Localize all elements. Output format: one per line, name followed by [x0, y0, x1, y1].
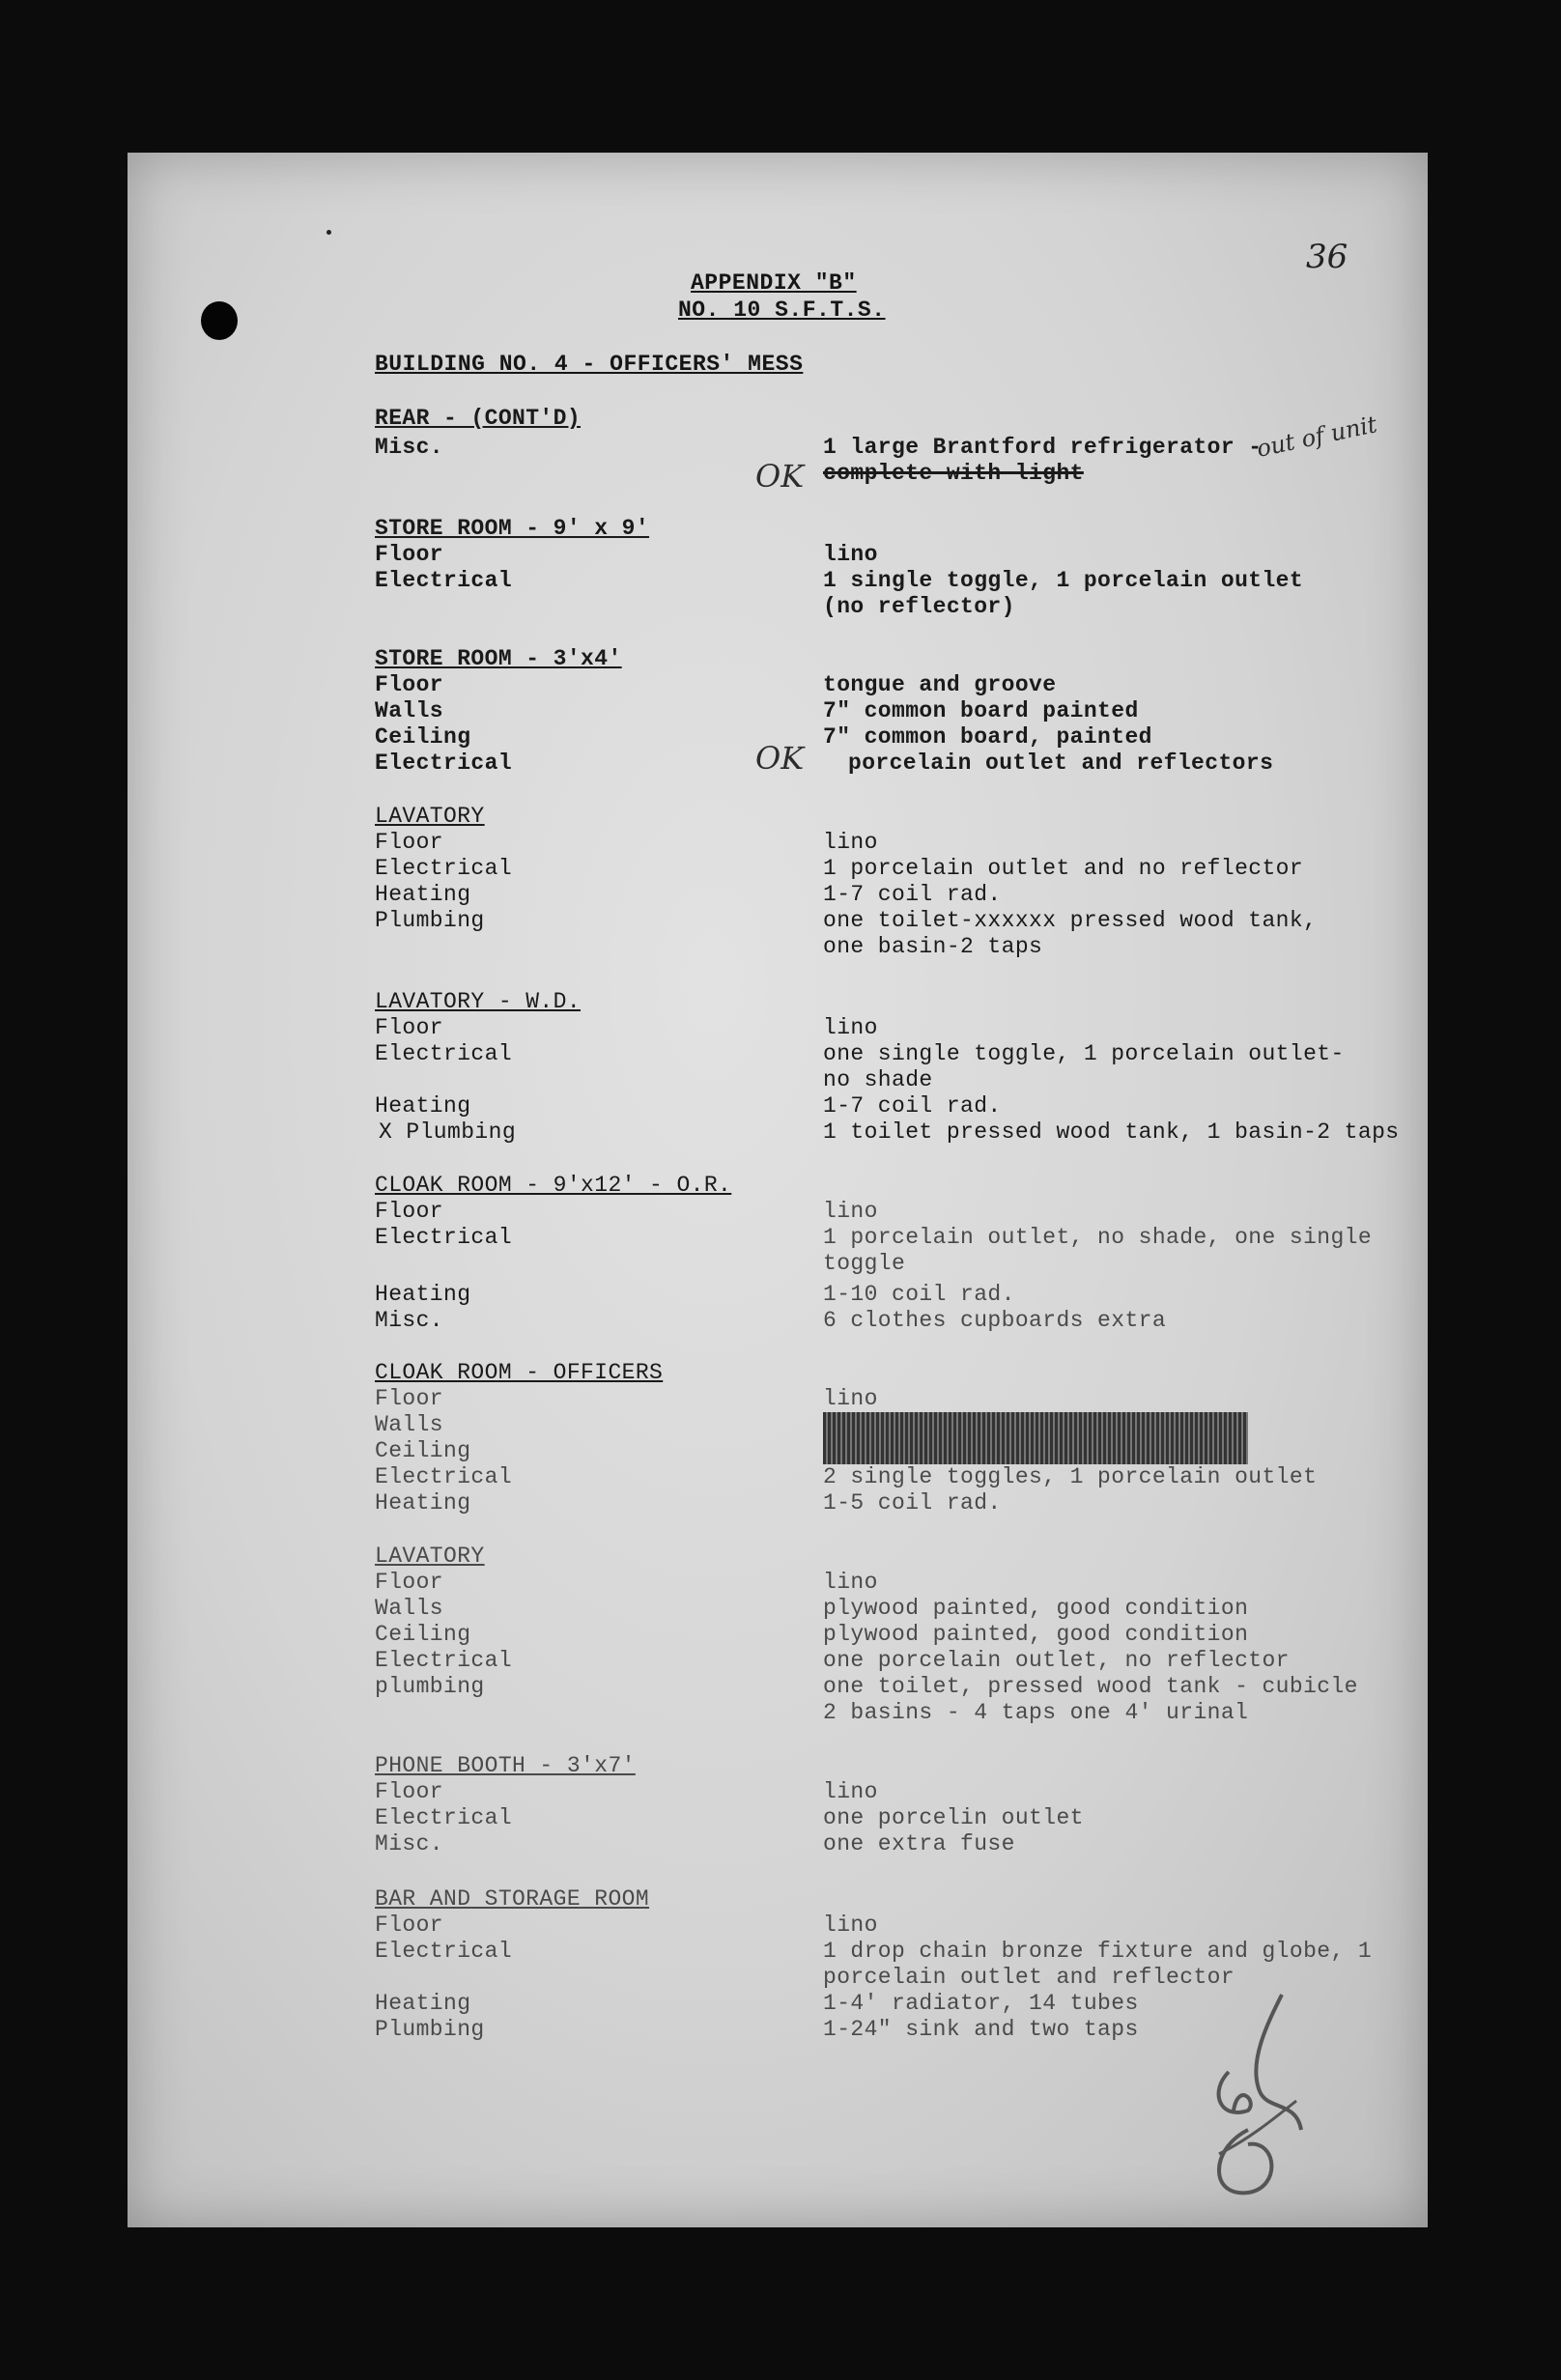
- row-value: one toilet, pressed wood tank - cubicle: [823, 1674, 1358, 1699]
- row-label: Floor: [375, 1015, 444, 1040]
- section-heading-lavatory: LAVATORY: [375, 804, 485, 829]
- row-value: 7" common board, painted: [823, 724, 1152, 750]
- row-label: Floor: [375, 830, 444, 855]
- row-value-struck: [823, 1412, 1248, 1438]
- row-value: one basin-2 taps: [823, 934, 1043, 959]
- row-label: Ceiling: [375, 1622, 471, 1647]
- row-label: Plumbing: [375, 2017, 485, 2042]
- section-heading-lavatory-2: LAVATORY: [375, 1544, 485, 1569]
- row-value: 1 drop chain bronze fixture and globe, 1: [823, 1939, 1373, 1964]
- row-label: Ceiling: [375, 1438, 471, 1463]
- row-value: 1-7 coil rad.: [823, 882, 1002, 907]
- row-label: Electrical: [375, 568, 513, 593]
- punch-hole: [201, 301, 238, 340]
- row-label: Heating: [375, 1991, 471, 2016]
- row-label: Walls: [375, 698, 444, 723]
- row-value: porcelain outlet and reflectors: [848, 751, 1274, 776]
- row-label: Floor: [375, 1779, 444, 1804]
- row-label: Floor: [375, 1199, 444, 1224]
- row-value: lino: [823, 1015, 878, 1040]
- section-heading-store-room: STORE ROOM - 9' x 9': [375, 516, 650, 541]
- row-value: 1 single toggle, 1 porcelain outlet: [823, 568, 1304, 593]
- row-label: Electrical: [375, 1939, 513, 1964]
- row-label: Floor: [375, 1570, 444, 1595]
- row-value: tongue and groove: [823, 672, 1057, 697]
- row-value: (no reflector): [823, 594, 1015, 619]
- row-label: Electrical: [375, 1041, 513, 1066]
- row-value: complete with light: [823, 461, 1084, 486]
- section-heading-cloak-room-officers: CLOAK ROOM - OFFICERS: [375, 1360, 664, 1385]
- ink-speck: [326, 230, 331, 235]
- row-value: lino: [823, 830, 878, 855]
- row-value: 2 basins - 4 taps one 4' urinal: [823, 1700, 1249, 1725]
- row-label: Electrical: [375, 1648, 513, 1673]
- row-value: lino: [823, 1199, 878, 1224]
- row-value: 2 single toggles, 1 porcelain outlet: [823, 1464, 1318, 1489]
- handwritten-initial: OK: [755, 740, 805, 777]
- row-value: 1-5 coil rad.: [823, 1490, 1002, 1516]
- row-value: porcelain outlet and reflector: [823, 1965, 1235, 1990]
- row-label: Plumbing: [375, 908, 485, 933]
- row-value: one porcelain outlet, no reflector: [823, 1648, 1290, 1673]
- row-label: plumbing: [375, 1674, 485, 1699]
- row-label: Floor: [375, 1912, 444, 1938]
- row-label: Heating: [375, 1093, 471, 1119]
- row-value: 1 porcelain outlet and no reflector: [823, 856, 1304, 881]
- row-label: X Plumbing: [379, 1119, 517, 1145]
- row-value: 1-4' radiator, 14 tubes: [823, 1991, 1139, 2016]
- appendix-subtitle: NO. 10 S.F.T.S.: [678, 298, 886, 323]
- row-label: Floor: [375, 672, 444, 697]
- row-label: Ceiling: [375, 724, 471, 750]
- row-value: plywood painted, good condition: [823, 1622, 1249, 1647]
- row-label: Electrical: [375, 1805, 513, 1830]
- row-label: Floor: [375, 542, 444, 567]
- row-value-struck: [823, 1438, 1248, 1464]
- row-value: one extra fuse: [823, 1831, 1015, 1856]
- handwritten-margin-note: out of unit: [1254, 411, 1379, 463]
- handwritten-signature: [1190, 1985, 1354, 2207]
- row-label: Misc.: [375, 1308, 444, 1333]
- row-value: lino: [823, 1779, 878, 1804]
- row-value: 1-7 coil rad.: [823, 1093, 1002, 1119]
- row-value: plywood painted, good condition: [823, 1596, 1249, 1621]
- section-heading-rear: REAR - (CONT'D): [375, 406, 582, 431]
- section-heading-store-room-small: STORE ROOM - 3'x4': [375, 646, 622, 671]
- section-heading-lavatory-wd: LAVATORY - W.D.: [375, 989, 582, 1014]
- section-heading-bar-storage: BAR AND STORAGE ROOM: [375, 1886, 650, 1912]
- row-value: lino: [823, 542, 878, 567]
- row-label: Heating: [375, 1490, 471, 1516]
- row-value: 1-10 coil rad.: [823, 1282, 1015, 1307]
- building-heading: BUILDING NO. 4 - OFFICERS' MESS: [375, 352, 804, 377]
- row-label: Electrical: [375, 751, 513, 776]
- row-label: Electrical: [375, 1464, 513, 1489]
- row-label: Misc.: [375, 435, 444, 460]
- row-value: toggle: [823, 1251, 906, 1276]
- row-value: one single toggle, 1 porcelain outlet-: [823, 1041, 1345, 1066]
- row-value: one toilet-xxxxxx pressed wood tank,: [823, 908, 1318, 933]
- section-heading-cloak-room-or: CLOAK ROOM - 9'x12' - O.R.: [375, 1173, 732, 1198]
- row-value: one porcelin outlet: [823, 1805, 1084, 1830]
- row-label: Electrical: [375, 856, 513, 881]
- row-value: 1-24" sink and two taps: [823, 2017, 1139, 2042]
- page-number: 36: [1306, 238, 1348, 276]
- row-value: lino: [823, 1912, 878, 1938]
- row-value: 1 toilet pressed wood tank, 1 basin-2 taps: [823, 1119, 1400, 1145]
- row-value: lino: [823, 1570, 878, 1595]
- appendix-title: APPENDIX "B": [691, 270, 857, 296]
- row-label: Heating: [375, 1282, 471, 1307]
- row-value: 1 porcelain outlet, no shade, one single: [823, 1225, 1373, 1250]
- row-value: 1 large Brantford refrigerator -: [823, 435, 1263, 460]
- row-value: 7" common board painted: [823, 698, 1139, 723]
- row-label: Heating: [375, 882, 471, 907]
- row-label: Misc.: [375, 1831, 444, 1856]
- row-label: Floor: [375, 1386, 444, 1411]
- row-value: no shade: [823, 1067, 933, 1092]
- section-heading-phone-booth: PHONE BOOTH - 3'x7': [375, 1753, 636, 1778]
- row-label: Walls: [375, 1412, 444, 1437]
- row-value: lino: [823, 1386, 878, 1411]
- row-label: Electrical: [375, 1225, 513, 1250]
- row-label: Walls: [375, 1596, 444, 1621]
- row-value: 6 clothes cupboards extra: [823, 1308, 1167, 1333]
- handwritten-initial: OK: [755, 458, 805, 495]
